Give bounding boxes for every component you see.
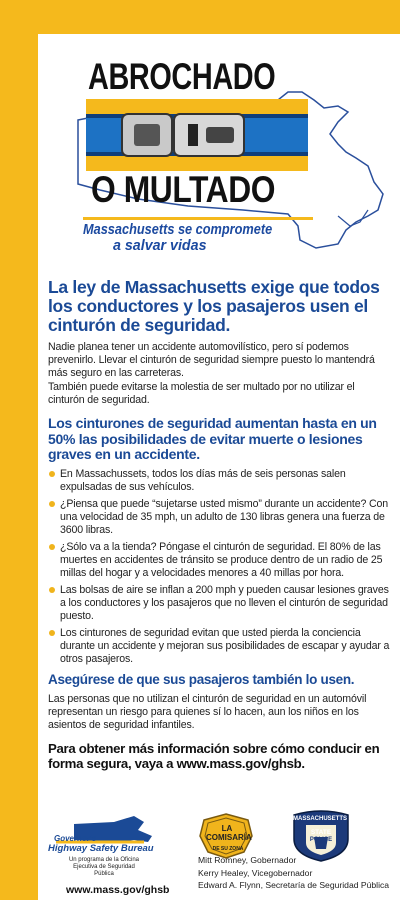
- bullet-dot-icon: [49, 501, 55, 507]
- hero-tagline-1: Massachusetts se compromete: [83, 221, 273, 238]
- bullet-dot-icon: [49, 544, 55, 550]
- ghsb-url: www.mass.gov/ghsb: [66, 884, 170, 896]
- list-item: ¿Sólo va a la tienda? Póngase el cinturón de seguridad. El 80% de las muertes en accidentes de tránsito se produce dentro de un radio de 25 millas del hogar y a velocidades menores a 40 millas por hora.: [48, 541, 393, 580]
- ghsb-description: Un programa de la Oficina Ejecutiva de Seguridad Pública: [68, 857, 140, 877]
- badge-text-comisaria: COMISARÍA: [206, 833, 252, 842]
- intro-paragraph: Nadie planea tener un accidente automovilístico, pero sí podemos prevenirlo. Llevar el cinturón de seguridad siempre puesto lo mantendrá más seguro en las carreteras.: [48, 341, 375, 379]
- hero-title-o-multado: O MULTADO: [91, 169, 276, 210]
- brochure-panel: [38, 34, 400, 900]
- benefit-heading: Los cinturones de seguridad aumentan hasta en un 50% las posibilidades de evitar muerte o lesiones graves en un accidente.: [48, 415, 377, 462]
- content-section: [48, 278, 393, 772]
- hero-title-abrochado: ABROCHADO: [88, 56, 276, 97]
- tagline-rule: [83, 217, 313, 220]
- lead-heading: La ley de Massachusetts exige que todos los conductores y los pasajeros usen el cinturón de seguridad.: [48, 277, 380, 335]
- ghsb-governors: Governor's: [54, 834, 97, 843]
- police-patch-top: MASSACHUSETTS: [292, 816, 347, 822]
- passengers-paragraph: Las personas que no utilizan el cinturón de seguridad en un automóvil representan un riesgo para quienes sí lo hacen, aun los niños en los asientos de seguridad infantiles.: [48, 692, 367, 731]
- police-patch-police: POLICE: [309, 837, 333, 843]
- ghsb-name: Highway Safety Bureau: [48, 843, 154, 854]
- badge-text-la: LA: [221, 824, 233, 833]
- ghsb-logo: [44, 812, 170, 900]
- facts-list: [48, 468, 393, 666]
- passengers-heading: Asegúrese de que sus pasajeros también lo usen.: [48, 671, 355, 687]
- list-item: Los cinturones de seguridad evitan que usted pierda la conciencia durante un accidente y mejoran sus posibilidades de escapar y ayudar a otros pasajeros.: [48, 627, 393, 666]
- more-info-text: Para obtener más información sobre cómo conducir en forma segura, vaya a www.mass.gov/ghsb.: [48, 740, 380, 771]
- police-patch-state: STATE: [310, 829, 332, 836]
- bullet-dot-icon: [49, 471, 55, 477]
- official-lt-governor: Kerry Healey, Vicegobernador: [198, 867, 313, 878]
- list-item: En Massachussets, todos los días más de seis personas salen expulsadas de sus vehículos.: [48, 468, 393, 494]
- badge-text-zona: DE SU ZONA: [212, 846, 244, 852]
- list-item: Las bolsas de aire se inflan a 200 mph y pueden causar lesiones graves a los conductores y los pasajeros que no lleven el cinturón de seguridad puesto.: [48, 584, 393, 623]
- official-governor: Mitt Romney, Gobernador: [198, 855, 297, 865]
- fine-paragraph: También puede evitarse la molestia de ser multado por no utilizar el cinturón de seguridad.: [48, 381, 355, 406]
- bullet-dot-icon: [49, 587, 55, 593]
- hero-banner: [38, 34, 400, 269]
- footer: [38, 812, 400, 900]
- officials-list: [198, 854, 389, 892]
- bullet-dot-icon: [49, 630, 55, 636]
- hero-tagline-2: a salvar vidas: [113, 237, 207, 254]
- official-secretary: Edward A. Flynn, Secretaría de Seguridad Pública: [198, 880, 390, 890]
- list-item: ¿Piensa que puede “sujetarse usted mismo” durante un accidente? Con una velocidad de 35 mph, un adulto de 130 libras genera una fuerza de 3600 libras.: [48, 498, 393, 537]
